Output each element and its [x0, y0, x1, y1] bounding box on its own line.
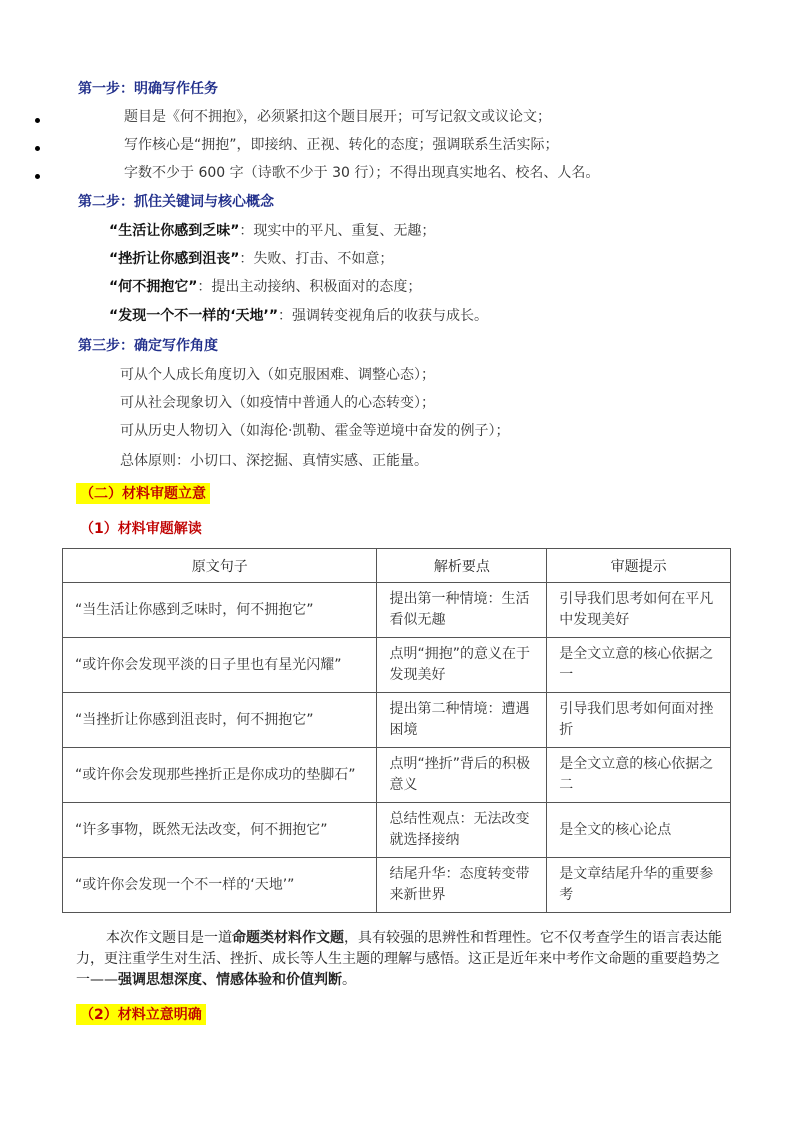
- angle-item: 可从个人成长角度切入（如克服困难、调整心态）；: [120, 367, 435, 383]
- table-cell-quote: “或许你会发现一个不一样的‘天地’”: [63, 858, 377, 913]
- step2-heading: 第二步：抓住关键词与核心概念: [78, 194, 274, 210]
- step1-heading: 第一步：明确写作任务: [78, 81, 218, 97]
- table-cell-analysis: 点明“挫折”背后的积极意义: [377, 748, 547, 803]
- table-cell-analysis: 提出第二种情境：遭遇困境: [377, 693, 547, 748]
- table-cell-quote: “或许你会发现那些挫折正是你成功的垫脚石”: [63, 748, 377, 803]
- keyword-desc: ：提出主动接纳、积极面对的态度；: [197, 279, 422, 295]
- table-cell-analysis: 总结性观点：无法改变就选择接纳: [377, 803, 547, 858]
- section-heading-highlight: （二）材料审题立意: [76, 483, 210, 504]
- analysis-table: [62, 548, 731, 913]
- paragraph-text: 。: [342, 972, 356, 988]
- table-cell-analysis: 提出第一种情境：生活看似无趣: [377, 583, 547, 638]
- bullet-icon: [35, 146, 40, 151]
- keyword-desc: ：强调转变视角后的收获与成长。: [278, 308, 489, 324]
- summary-paragraph: [76, 928, 726, 991]
- table-row: [63, 858, 731, 913]
- bullet-icon: [35, 118, 40, 123]
- table-cell-hint: 是全文立意的核心依据之一: [547, 638, 731, 693]
- table-header-row: [63, 549, 731, 583]
- step3-heading: 第三步：确定写作角度: [78, 338, 218, 354]
- keyword-line: [109, 305, 488, 325]
- table-header-cell: 解析要点: [377, 549, 547, 583]
- table-cell-quote: “当挫折让你感到沮丧时，何不拥抱它”: [63, 693, 377, 748]
- table-cell-hint: 引导我们思考如何面对挫折: [547, 693, 731, 748]
- angle-item: 可从社会现象切入（如疫情中普通人的心态转变）；: [120, 395, 435, 411]
- table-cell-analysis: 结尾升华：态度转变带来新世界: [377, 858, 547, 913]
- paragraph-text: 本次作文题目是一道: [106, 930, 232, 946]
- keyword-desc: ：失败、打击、不如意；: [239, 251, 394, 267]
- paragraph-bold: 命题类材料作文题: [232, 930, 344, 946]
- keyword-term: “生活让你感到乏味”: [109, 223, 240, 239]
- subsection-heading: （1）材料审题解读: [80, 521, 202, 537]
- step1-item: 题目是《何不拥抱》，必须紧扣这个题目展开；可写记叙文或议论文；: [124, 109, 551, 125]
- table-row: [63, 583, 731, 638]
- table-row: [63, 693, 731, 748]
- table-cell-quote: “当生活让你感到乏味时，何不拥抱它”: [63, 583, 377, 638]
- table-cell-hint: 引导我们思考如何在平凡中发现美好: [547, 583, 731, 638]
- angle-item: 可从历史人物切入（如海伦·凯勒、霍金等逆境中奋发的例子）；: [120, 423, 510, 439]
- keyword-desc: ：现实中的平凡、重复、无趣；: [239, 223, 436, 239]
- table-row: [63, 803, 731, 858]
- table-cell-analysis: 点明“拥抱”的意义在于发现美好: [377, 638, 547, 693]
- step1-item: 写作核心是“拥抱”，即接纳、正视、转化的态度；强调联系生活实际；: [124, 137, 559, 153]
- table-cell-hint: 是全文立意的核心依据之二: [547, 748, 731, 803]
- table-cell-quote: “或许你会发现平淡的日子里也有星光闪耀”: [63, 638, 377, 693]
- paragraph-text: ，具有较强的思辨性和哲理性。它不仅考查学生的语言表达能力，更注重学生对生活、挫折、成长等人生主题的理解与感悟。这正是近年来中考作文命题的重要趋势之一——: [76, 930, 722, 988]
- table-row: [63, 638, 731, 693]
- step1-item: 字数不少于 600 字（诗歌不少于 30 行）；不得出现真实地名、校名、人名。: [124, 165, 600, 181]
- keyword-line: [109, 220, 435, 240]
- table-row: [63, 748, 731, 803]
- table-header-cell: 原文句子: [63, 549, 377, 583]
- paragraph-bold: 强调思想深度、情感体验和价值判断: [118, 972, 342, 988]
- keyword-term: “何不拥抱它”: [109, 279, 198, 295]
- keyword-term: “挫折让你感到沮丧”: [109, 251, 240, 267]
- keyword-line: [109, 248, 393, 268]
- subsection-heading-highlight: （2）材料立意明确: [76, 1004, 206, 1025]
- keyword-term: “发现一个不一样的‘天地’”: [109, 308, 279, 324]
- table-header-cell: 审题提示: [547, 549, 731, 583]
- bullet-icon: [35, 174, 40, 179]
- table-cell-hint: 是全文的核心论点: [547, 803, 731, 858]
- keyword-line: [109, 276, 421, 296]
- angle-item: 总体原则：小切口、深挖掘、真情实感、正能量。: [120, 453, 428, 469]
- table-cell-quote: “许多事物，既然无法改变，何不拥抱它”: [63, 803, 377, 858]
- table-cell-hint: 是文章结尾升华的重要参考: [547, 858, 731, 913]
